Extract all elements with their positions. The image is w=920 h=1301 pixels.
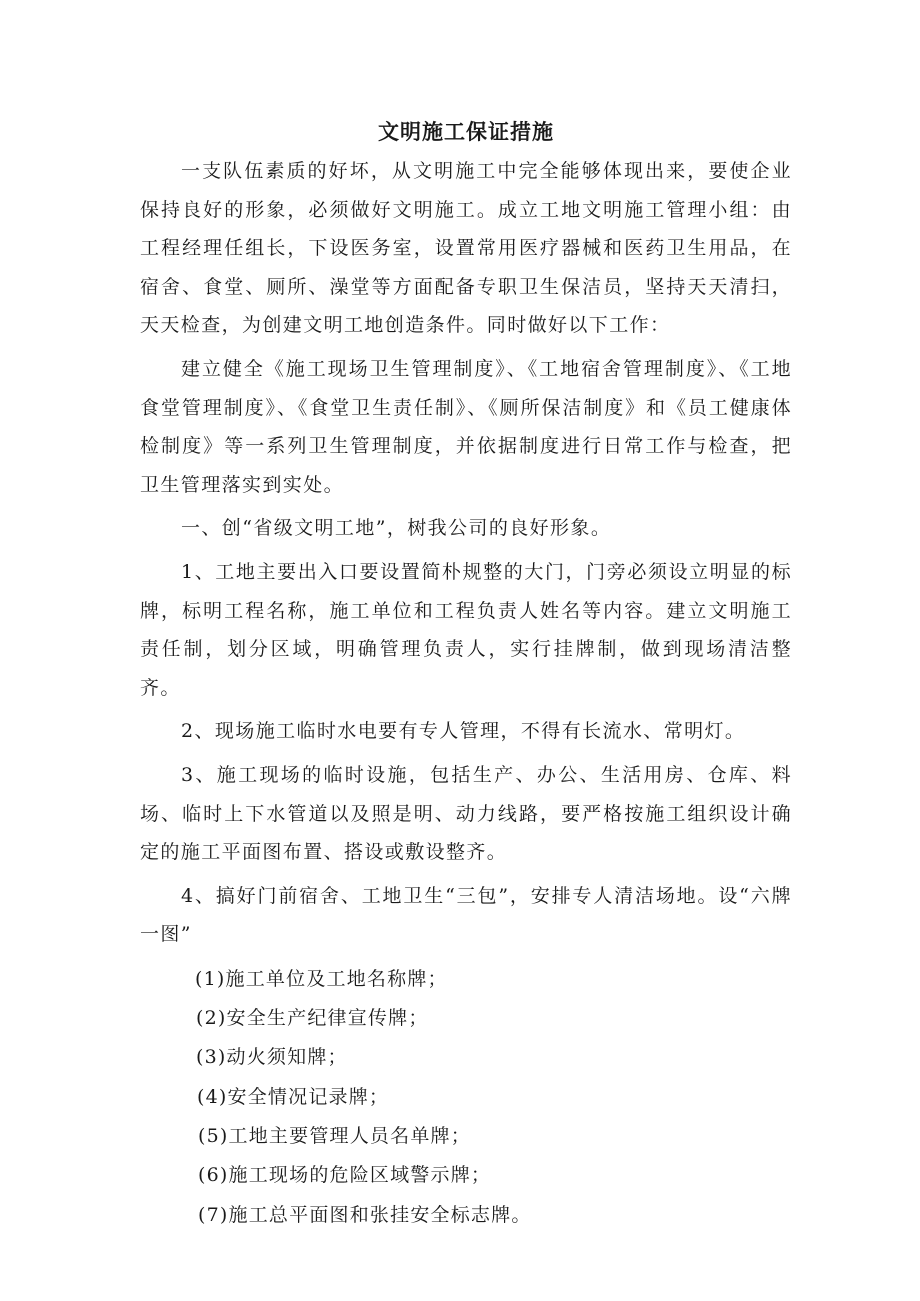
item-4-signboards: 4、搞好门前宿舍、工地卫生“三包”，安排专人清洁场地。设“六牌一图”	[140, 884, 792, 946]
document-title: 文明施工保证措施	[378, 119, 554, 144]
list-item: (2)安全生产纪律宣传牌；	[196, 1007, 429, 1030]
paragraph-regulations: 建立健全《施工现场卫生管理制度》、《工地宿舍管理制度》、《工地食堂管理制度》、《食堂卫生责任制》、《厕所保洁制度》和《员工健康体检制度》等一系列卫生管理制度，并依据制度进行日常工作与检查，把卫生管理落实到实处。	[140, 357, 792, 496]
list-item: (1)施工单位及工地名称牌；	[195, 967, 448, 990]
list-item: (3)动火须知牌；	[196, 1046, 348, 1069]
document-page	[140, 112, 792, 1235]
signboard-list	[140, 960, 792, 1235]
paragraph-intro: 一支队伍素质的好坏，从文明施工中完全能够体现出来，要使企业保持良好的形象，必须做好文明施工。成立工地文明施工管理小组：由工程经理任组长，下设医务室，设置常用医疗器械和医药卫生用品，在宿舍、食堂、厕所、澡堂等方面配备专职卫生保洁员，坚持天天清扫，天天检查，为创建文明工地创造条件。同时做好以下工作：	[140, 160, 792, 337]
item-1-entrance: 1、工地主要出入口要设置简朴规整的大门，门旁必须设立明显的标牌，标明工程名称，施工单位和工程负责人姓名等内容。建立文明施工责任制，划分区域，明确管理负责人，实行挂牌制，做到现场清洁整齐。	[140, 560, 792, 699]
list-item: (7)施工总平面图和张挂安全标志牌。	[198, 1203, 532, 1226]
item-3-facilities: 3、施工现场的临时设施，包括生产、办公、生活用房、仓库、料场、临时上下水管道以及照是明、动力线路，要严格按施工组织设计确定的施工平面图布置、搭设或敷设整齐。	[140, 763, 792, 864]
item-2-utilities: 2、现场施工临时水电要有专人管理，不得有长流水、常明灯。	[181, 720, 746, 743]
section-heading-1: 一、创“省级文明工地”，树我公司的良好形象。	[181, 517, 612, 540]
list-item: (4)安全情况记录牌；	[197, 1085, 390, 1108]
list-item: (6)施工现场的危险区域警示牌；	[198, 1164, 492, 1187]
list-item: (5)工地主要管理人员名单牌；	[198, 1125, 471, 1148]
